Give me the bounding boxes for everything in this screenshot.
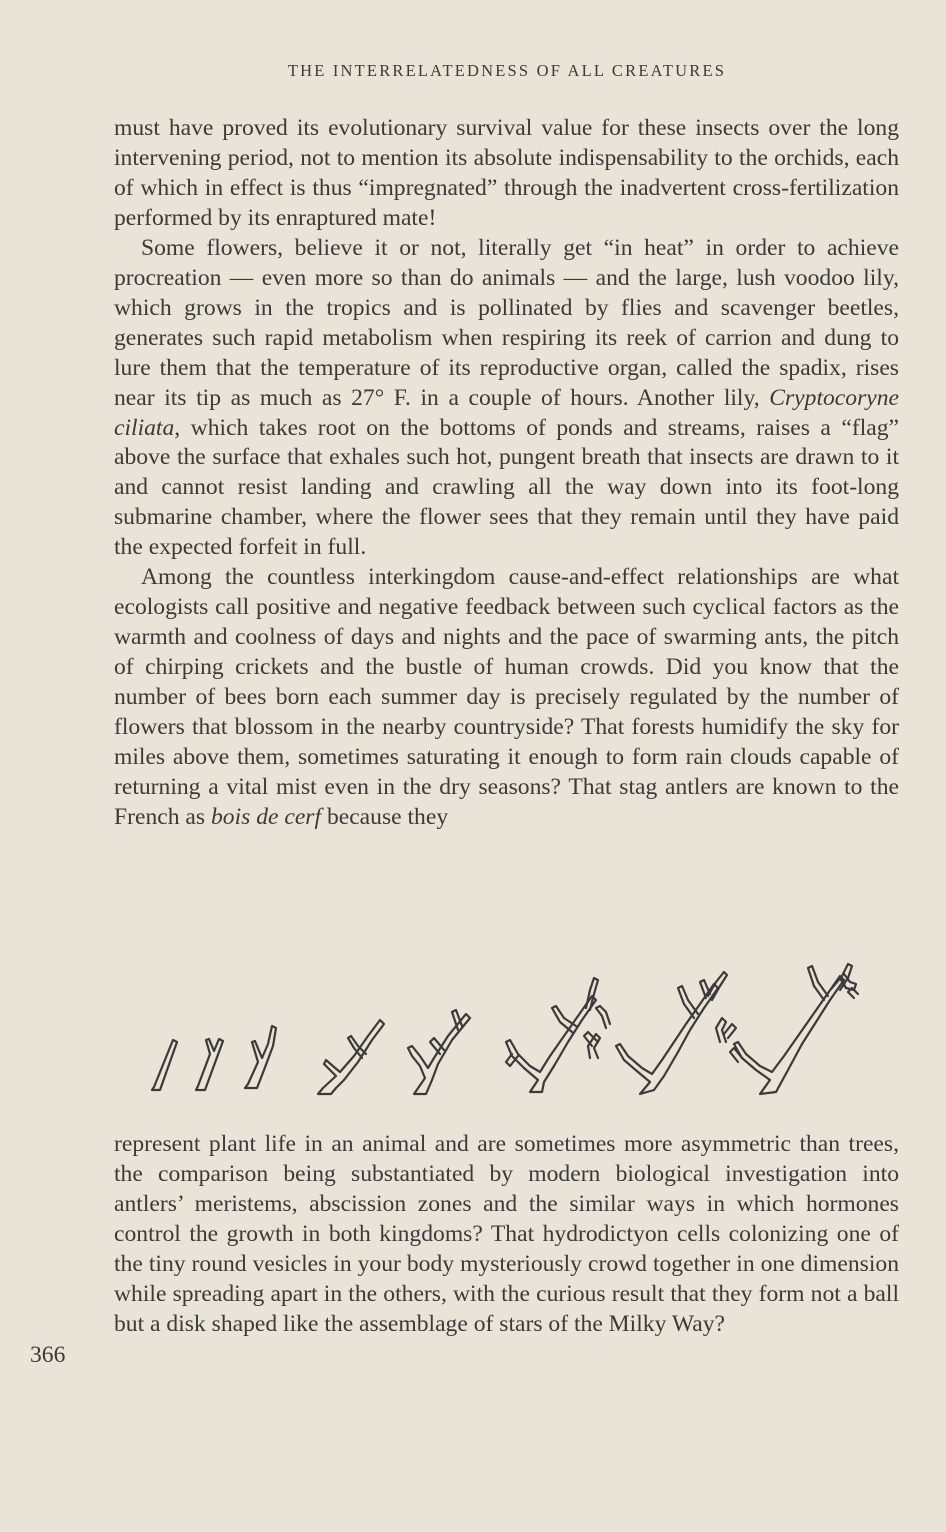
paragraph-interkingdom-text-a: Among the countless interkingdom cause-and-effect relationships are what ecologists call positive and negative feedback between such cyclical factors as the warmth and coolness of days and nights and the pace of swarming ants, the pitch of chirping crickets and the bustle of human crowds. Did you know that the number of bees born each summer day is precisely regulated by the number of flowers that blossom in the nearby countryside? That forests humidify the sky for miles above them, sometimes saturating it enough to form rain clouds capable of returning a vital mist even in the dry seasons? That stag antlers are known to the French as: [114, 564, 899, 830]
antler-illustration: [140, 938, 870, 1108]
page-number: 366: [30, 1342, 66, 1368]
antler-stage-3: [245, 1026, 276, 1088]
antler-stage-8: [716, 964, 858, 1094]
paragraph-interkingdom: [114, 563, 899, 833]
body-text-top: [114, 114, 899, 833]
running-head: THE INTERRELATEDNESS OF ALL CREATURES: [287, 61, 727, 80]
antler-stage-4: [318, 1020, 384, 1094]
species-name: Cryptocoryne ciliata: [114, 384, 899, 441]
antler-stage-1: [152, 1040, 177, 1090]
antler-stage-7: [584, 972, 727, 1094]
paragraph-flowers-text-a: Some flowers, believe it or not, literally get “in heat” in order to achieve procreation — even more so than do animals — and the large, lush voodoo lily, which grows in the tropics and is pollinated by flies and scavenger beetles, generates such rapid metabolism when respiring its reek of carrion and dung to lure them that the temperature of its reproductive organ, called the spadix, rises near its tip as much as 27° F. in a couple of hours. Another lily,: [114, 234, 899, 411]
antler-stage-2: [196, 1039, 223, 1090]
body-text-bottom: [114, 1130, 899, 1340]
paragraph-orchids: must have proved its evolutionary survival value for these insects over the long intervening period, not to mention its absolute indispensability to the orchids, each of which in effect is thus “impregnated” through the inadvertent cross-fertilization performed by its enraptured mate!: [114, 115, 899, 231]
paragraph-flowers-text-b: , which takes root on the bottoms of ponds and streams, raises a “flag” above the surface that exhales such hot, pungent breath that insects are drawn to it and cannot resist landing and crawling all the way down into its foot-long submarine chamber, where the flower sees that they remain until they have paid the expected forfeit in full.: [114, 414, 899, 561]
antler-sequence-figure: [140, 938, 870, 1108]
paragraph-interkingdom-text-b: because they: [321, 803, 449, 830]
paragraph-antlers-hydrodictyon: represent plant life in an animal and are sometimes more asymmetric than trees, the comparison being substantiated by modern biological investigation into antlers’ meristems, abscission zones and the similar ways in which hormones control the growth in both kingdoms? That hydrodictyon cells colonizing one of the tiny round vesicles in your body mysteriously crowd together in one dimension while spreading apart in the others, with the curious result that they form not a ball but a disk shaped like the assemblage of stars of the Milky Way?: [114, 1131, 899, 1337]
antler-stage-5: [408, 1010, 470, 1094]
french-term: bois de cerf: [210, 803, 322, 830]
paragraph-flowers-in-heat: [114, 234, 899, 563]
